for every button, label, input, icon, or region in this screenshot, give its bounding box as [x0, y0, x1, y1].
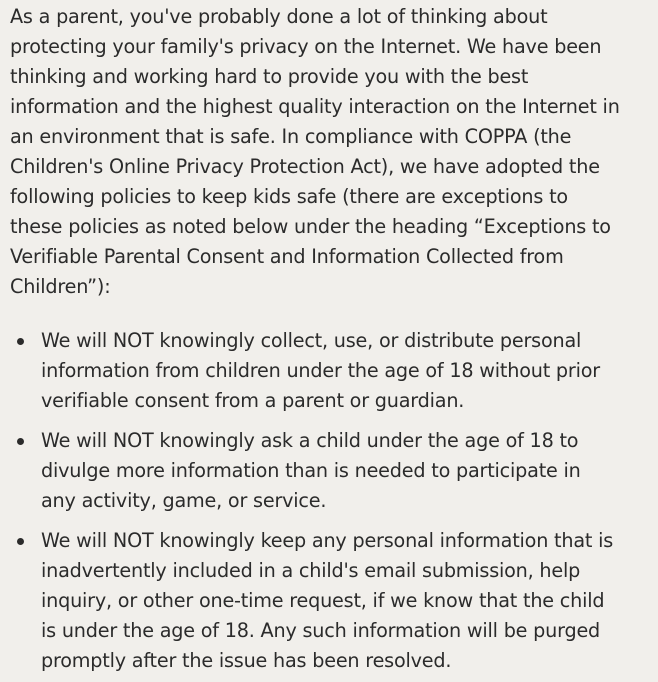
bullet-icon: [17, 338, 24, 345]
policy-line: information from children under the age of 18 without prior: [41, 359, 600, 382]
policy-line: any activity, game, or service.: [41, 489, 327, 512]
intro-line: protecting your family's privacy on the Internet. We have been: [10, 35, 602, 58]
privacy-content: [10, 2, 658, 302]
policy-line: divulge more information than is needed to participate in: [41, 459, 581, 482]
intro-line: Verifiable Parental Consent and Information Collected from: [10, 245, 564, 268]
policy-line: inquiry, or other one-time request, if we know that the child: [41, 589, 605, 612]
intro-line: information and the highest quality interaction on the Internet in: [10, 95, 620, 118]
list-item: [17, 326, 658, 416]
intro-line: these policies as noted below under the heading “Exceptions to: [10, 215, 611, 238]
list-item: [17, 426, 658, 516]
list-item: [17, 526, 658, 676]
intro-line: following policies to keep kids safe (there are exceptions to: [10, 185, 568, 208]
policy-line: verifiable consent from a parent or guardian.: [41, 389, 465, 412]
policy-line: We will NOT knowingly collect, use, or distribute personal: [41, 329, 582, 352]
intro-line: Children's Online Privacy Protection Act), we have adopted the: [10, 155, 600, 178]
bullet-icon: [17, 438, 24, 445]
intro-paragraph: [10, 2, 658, 302]
policy-list: [17, 326, 658, 682]
intro-line: Children”):: [10, 275, 111, 298]
policy-line: inadvertently included in a child's email submission, help: [41, 559, 581, 582]
intro-line: thinking and working hard to provide you with the best: [10, 65, 529, 88]
intro-line: As a parent, you've probably done a lot of thinking about: [10, 5, 548, 28]
bullet-icon: [17, 538, 24, 545]
policy-line: We will NOT knowingly ask a child under the age of 18 to: [41, 429, 579, 452]
policy-line: promptly after the issue has been resolved.: [41, 649, 452, 672]
intro-line: an environment that is safe. In compliance with COPPA (the: [10, 125, 572, 148]
policy-line: is under the age of 18. Any such information will be purged: [41, 619, 601, 642]
policy-line: We will NOT knowingly keep any personal information that is: [41, 529, 614, 552]
